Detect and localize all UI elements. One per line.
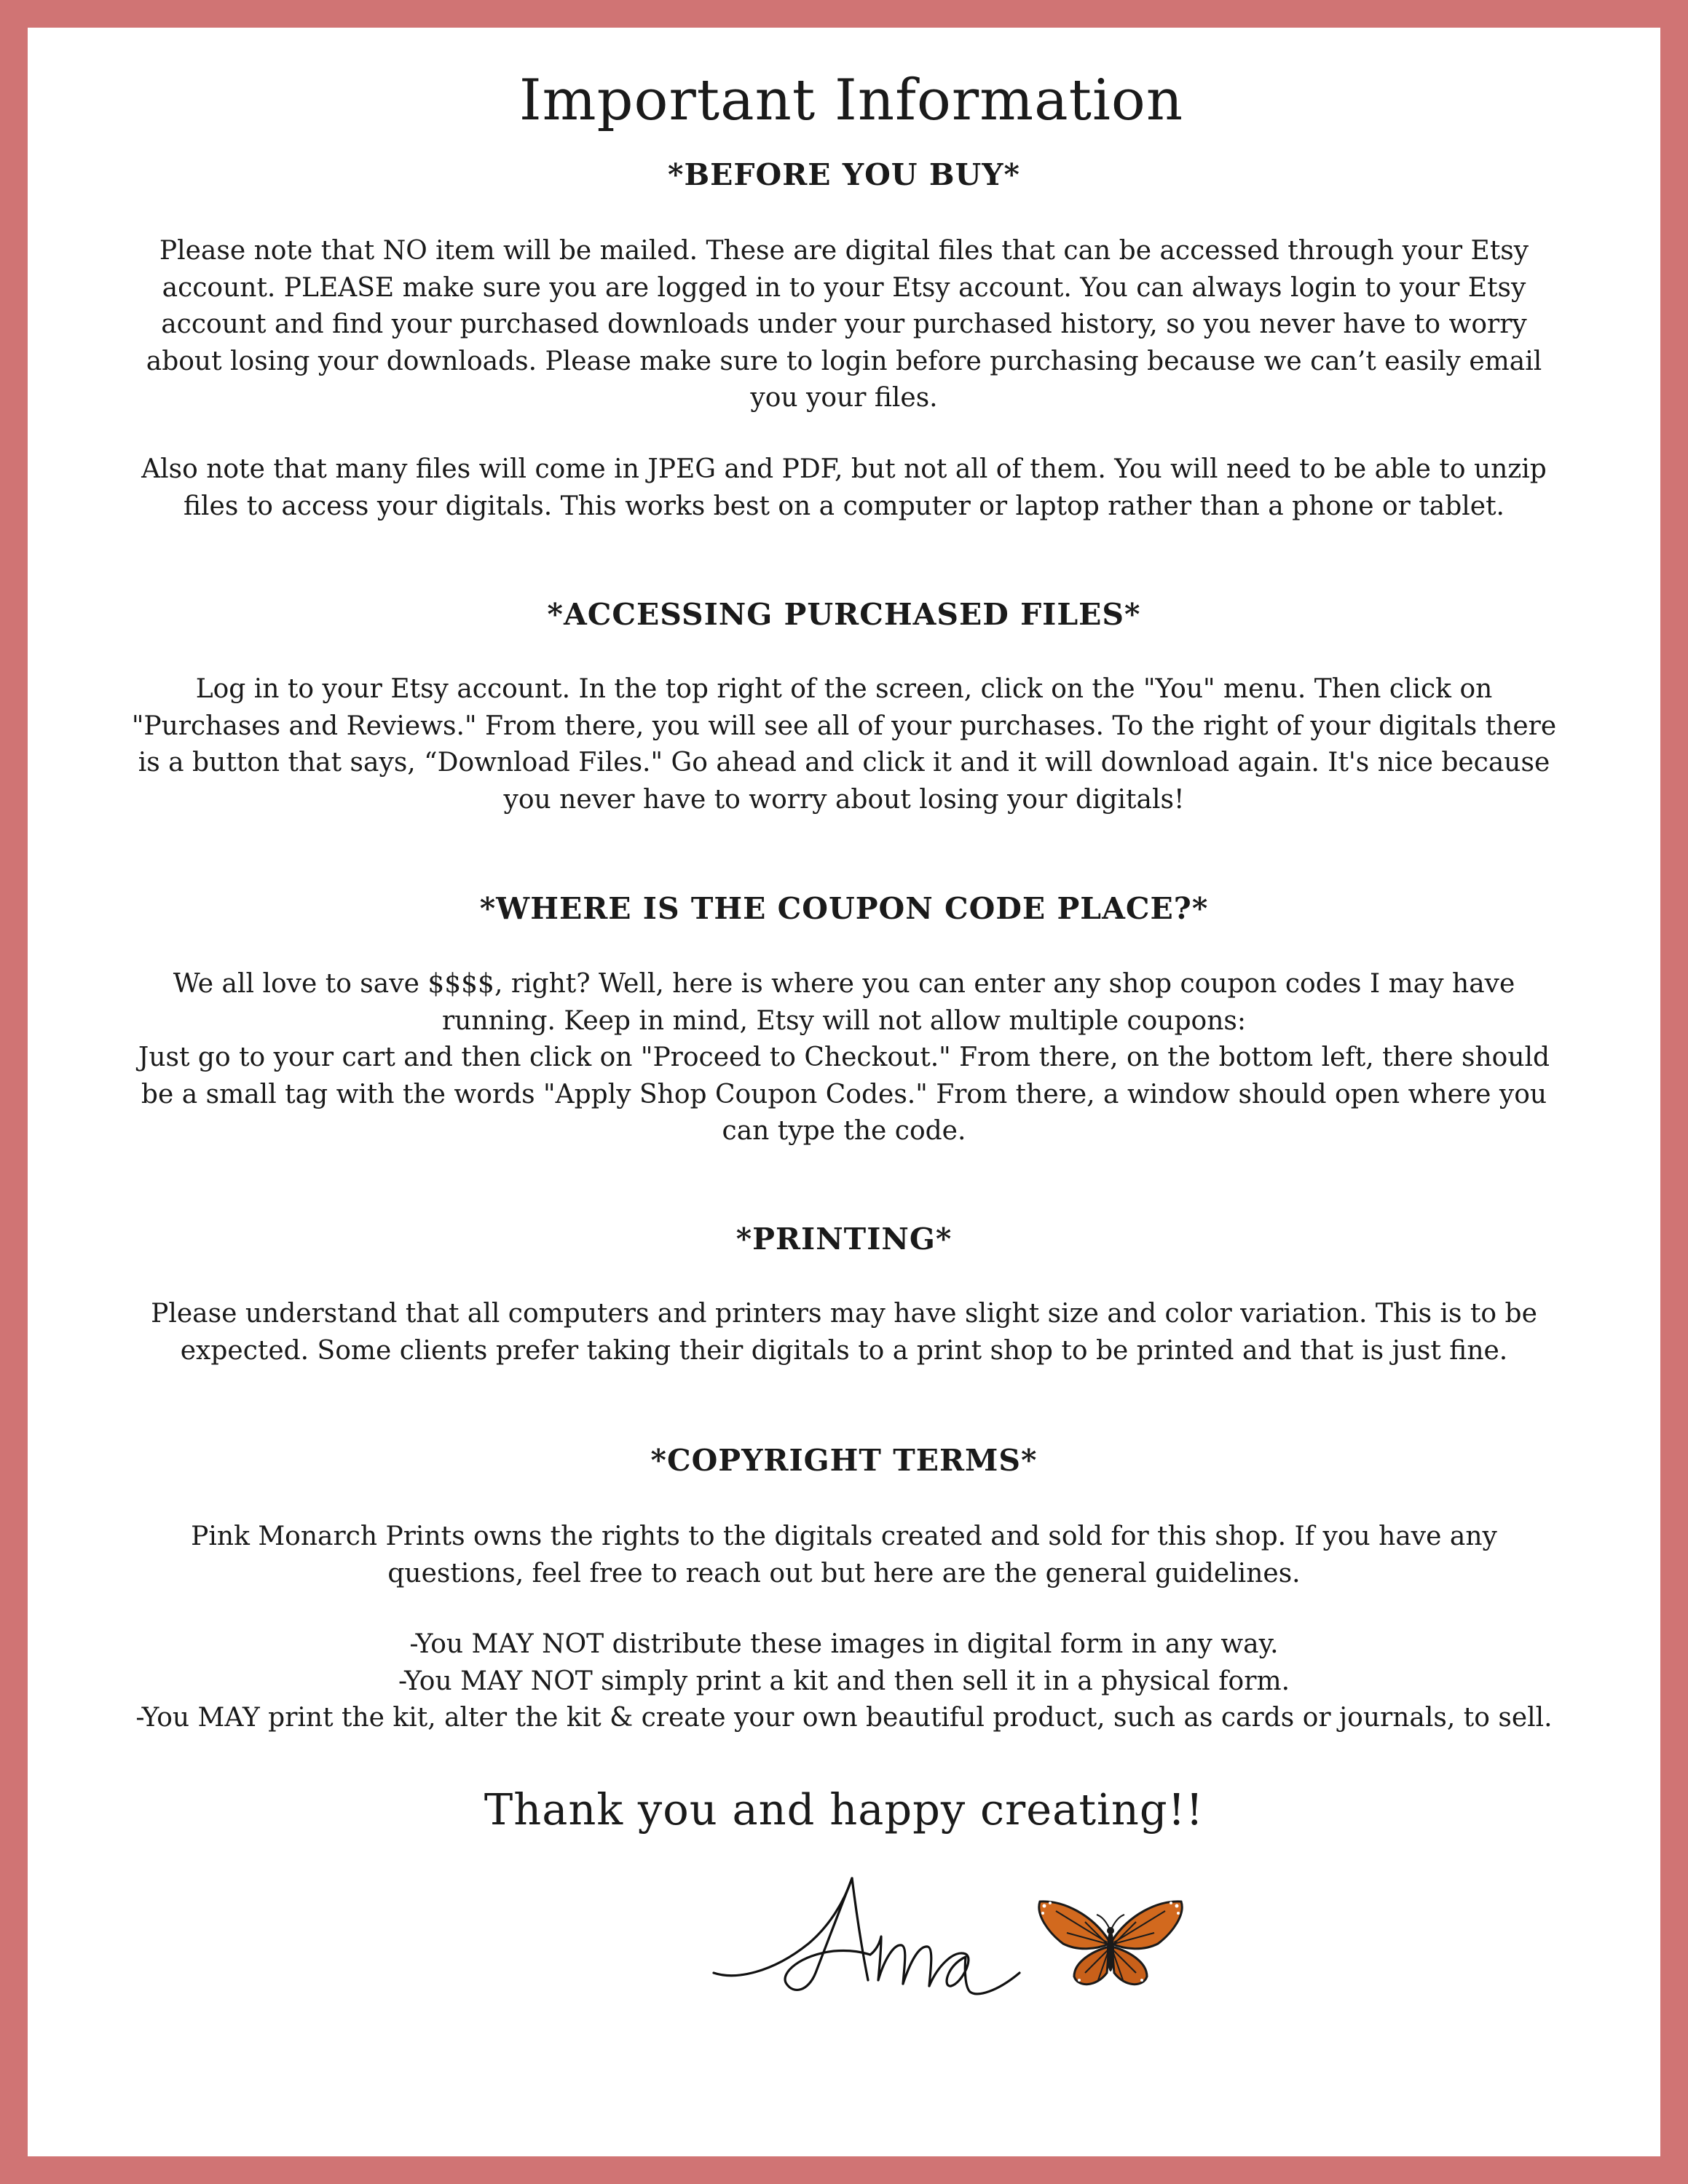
paragraph-before-you-buy-1: Please note that NO item will be mailed. These are digital files that can be accessed through your Etsy account. PLEASE make sure you are logged in to your Etsy account. You can always login to your Etsy account and find your purchased downloads under your purchased history, so you never have to worry about losing your downloads. Please make sure to login before purchasing because we can’t easily email you your files. [146,236,1542,413]
heading-coupon-code: *WHERE IS THE COUPON CODE PLACE?* [479,891,1209,926]
signature-anna [706,1864,1027,2009]
paragraph-before-you-buy-2: Also note that many files will come in JPEG and PDF, but not all of them. You will need to be able to unzip files to access your digitals. This works best on a computer or laptop rather than a phone or tablet. [141,454,1547,521]
heading-accessing-purchased-files: *ACCESSING PURCHASED FILES* [547,597,1141,632]
paragraph-copyright-guidelines: -You MAY NOT distribute these images in digital form in any way. -You MAY NOT simply print a kit and then sell it in a physical form. -You MAY print the kit, alter the kit & create your own beautiful product, such as cards or journals, to sell. [135,1629,1553,1733]
monarch-butterfly-icon [1034,1893,1187,1995]
heading-before-you-buy: *BEFORE YOU BUY* [668,157,1020,192]
page-title: Important Information [518,68,1184,133]
paragraph-accessing: Log in to your Etsy account. In the top right of the screen, click on the "You" menu. Then click on "Purchases and Reviews." From there, you will see all of your purchases. To the right of your digitals there is a button that says, “Download Files." Go ahead and click it and it will download again. It's nice because you never have to worry about losing your digitals! [131,674,1557,815]
heading-printing: *PRINTING* [735,1222,953,1257]
paragraph-printing: Please understand that all computers and printers may have slight size and color variation. This is to be expected. Some clients prefer taking their digitals to a print shop to be printed and that is just fine. [151,1299,1537,1366]
closing-thanks: Thank you and happy creating!! [484,1784,1204,1835]
paragraph-copyright-1: Pink Monarch Prints owns the rights to the digitals created and sold for this shop. If you have any questions, feel free to reach out but here are the general guidelines. [191,1522,1497,1588]
paragraph-coupon: We all love to save $$$$, right? Well, here is where you can enter any shop coupon codes I may have running. Keep in mind, Etsy will not allow multiple coupons: Just go to your cart and then click on "Proceed to Checkout." From there, on the bottom left, there should be a small tag with the words "Apply Shop Coupon Codes." From there, a window should open where you can type the code. [138,969,1550,1146]
heading-copyright-terms: *COPYRIGHT TERMS* [650,1443,1038,1478]
